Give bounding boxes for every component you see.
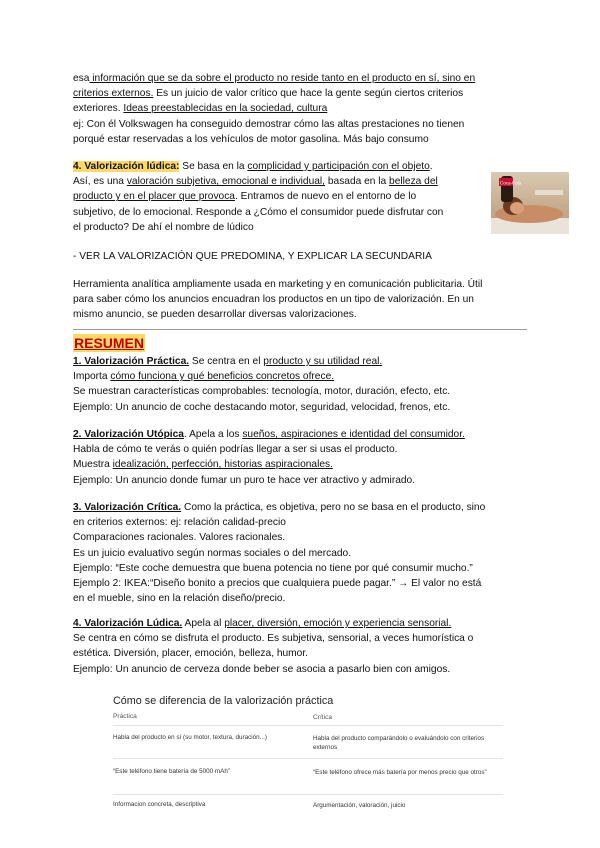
critica-title: 3. Valorización Crítica. (73, 502, 182, 513)
table-cell: Informacion concreta, descriptiva (113, 801, 206, 808)
ludica-underlined: producto y en el placer que provoca (73, 191, 235, 203)
intro-underlined: Ideas preestablecidas en la sociedad, cultura (123, 103, 328, 115)
section-utopica (73, 427, 527, 488)
practica-text: Se muestran características comprobables: tecnología, motor, duración, efecto, etc. (73, 386, 451, 398)
task-line (73, 249, 527, 264)
critica-text: Como la práctica, es objetiva, pero no se basa en el producto, sino (181, 502, 486, 513)
critica-text: Comparaciones racionales. Valores racionales. (73, 532, 286, 544)
ludica-summary-title: 4. Valorización Lúdica. (73, 618, 183, 629)
ludica-text: . Entramos de nuevo en el entorno de lo (234, 191, 417, 203)
ad-image-icon (491, 172, 569, 234)
practica-underlined: cómo funciona y qué beneficios concretos ofrece. (110, 371, 335, 383)
table-header-row (113, 711, 503, 726)
table-cell: “Este teléfono ofrece más batería por menos precio que otros” (313, 769, 487, 776)
critica-text: en criterios externos: ej: relación calidad-precio (73, 517, 286, 529)
section-ludica (73, 616, 527, 677)
ludica-paragraph (73, 159, 485, 235)
comparison-table-title: Cómo se diferencia de la valorización práctica (113, 695, 334, 707)
utopica-underlined: idealización, perfección, historias aspiracionales. (112, 459, 333, 471)
practica-text: Importa (73, 371, 111, 383)
tool-text: para saber cómo los anuncios encuadran los productos en un tipo de valorización. En un (73, 294, 474, 306)
tool-text: mismo anuncio, se pueden desarrollar diversas valorizaciones. (73, 309, 357, 321)
ludica-underlined: complicidad y participación con el objeto (247, 161, 430, 172)
divider (73, 329, 527, 330)
ad-brand-label: Coca-Cola (500, 180, 522, 186)
intro-underlined: criterios externos. (73, 88, 154, 100)
ludica-text: el producto? De ahí el nombre de lúdico (73, 221, 254, 233)
table-header-practica: Práctica (113, 713, 137, 720)
utopica-underlined: sueños, aspiraciones e identidad del consumidor. (242, 429, 465, 440)
utopica-text: Habla de cómo te verás o quién podrías llegar a ser si usas el producto. (73, 444, 398, 456)
utopica-text: Muestra (73, 459, 113, 471)
table-cell: Argumentación, valoración, juicio (313, 802, 406, 809)
ludica-summary-text: estética. Diversión, placer, emoción, belleza, humor. (73, 648, 308, 660)
ludica-summary-example: Ejemplo: Un anuncio de cerveza donde beber se asocia a pasarlo bien con amigos. (73, 663, 451, 675)
task-text: - VER LA VALORIZACIÓN QUE PREDOMINA, Y EXPLICAR LA SECUNDARIA (73, 251, 432, 262)
practica-text: Se centra en el (189, 356, 264, 367)
table-cell: “Este teléfono tiene batería de 5000 mAh” (113, 768, 230, 775)
practica-underlined: producto y su utilidad real. (263, 356, 383, 367)
critica-text: Es un juicio evaluativo según normas sociales o del mercado. (73, 547, 352, 559)
table-row (113, 758, 503, 795)
resumen-heading: RESUMEN (74, 335, 145, 351)
ludica-underlined: valoración subjetiva, emocional e individual, (126, 176, 326, 188)
table-cell: Habla del producto comparándolo o evaluándolo con criterios externos (313, 735, 485, 751)
ludica-text: Se basa en la (179, 161, 248, 172)
ludica-text: . (429, 161, 433, 172)
table-cell: Habla del producto en sí (su motor, textura, duración...) (113, 734, 268, 741)
table-row (113, 725, 503, 759)
section-practica (73, 354, 527, 415)
ludica-summary-text: Apela al (182, 618, 225, 629)
ludica-text: subjetivo, de lo emocional. Responde a ¿Cómo el consumidor puede disfrutar con (73, 206, 444, 218)
coca-cola-ad-photo (491, 172, 569, 234)
intro-underlined: información que se da sobre el producto no reside tanto en el producto en sí, sino en (89, 73, 476, 84)
tool-text: Herramienta analítica ampliamente usada en marketing y en comunicación publicitaria. Útil (73, 279, 483, 290)
table-row (113, 794, 503, 814)
practica-example: Ejemplo: Un anuncio de coche destacando motor, seguridad, velocidad, frenos, etc. (73, 401, 451, 413)
intro-text: exteriores. (73, 103, 124, 115)
intro-paragraph (73, 71, 527, 147)
ludica-text: Así, es una (73, 176, 127, 188)
intro-example: ej: Con él Volkswagen ha conseguido demostrar cómo las altas prestaciones no tienen (73, 118, 465, 130)
critica-example: Ejemplo: “Este coche demuestra que buena potencia no tiene por qué consumir mucho.” (73, 562, 473, 574)
ludica-text: basada en la (325, 176, 390, 188)
utopica-title: 2. Valorización Utópica (73, 429, 184, 440)
tool-paragraph (73, 277, 527, 323)
practica-title: 1. Valorización Práctica. (73, 356, 190, 367)
table-header-critica: Crítica (313, 714, 333, 721)
ludica-summary-text: Se centra en cómo se disfruta el producto. Es subjetiva, sensorial, a veces humorística o (73, 633, 474, 645)
ludica-underlined: belleza del (389, 176, 438, 188)
critica-example: Ejemplo 2: IKEA:“Diseño bonito a precios que cualquiera puede pagar.” → El valor no está (73, 578, 482, 590)
section-critica (73, 500, 527, 606)
utopica-example: Ejemplo: Un anuncio donde fumar un puro te hace ver atractivo y admirado. (73, 474, 416, 486)
intro-text: Es un juicio de valor crítico que hace la gente según ciertos criterios (153, 88, 464, 100)
intro-text: esa (73, 73, 90, 84)
intro-example: porqué estar reservadas a los vehículos de motor gasolina. Más bajo consumo (73, 133, 429, 145)
critica-example: en el mueble, sino en la relación diseño/precio. (73, 593, 286, 605)
utopica-text: . Apela a los (183, 429, 243, 440)
ludica-summary-underlined: placer, diversión, emoción y experiencia sensorial. (224, 618, 452, 629)
ludica-heading: 4. Valorización lúdica: (73, 161, 180, 172)
